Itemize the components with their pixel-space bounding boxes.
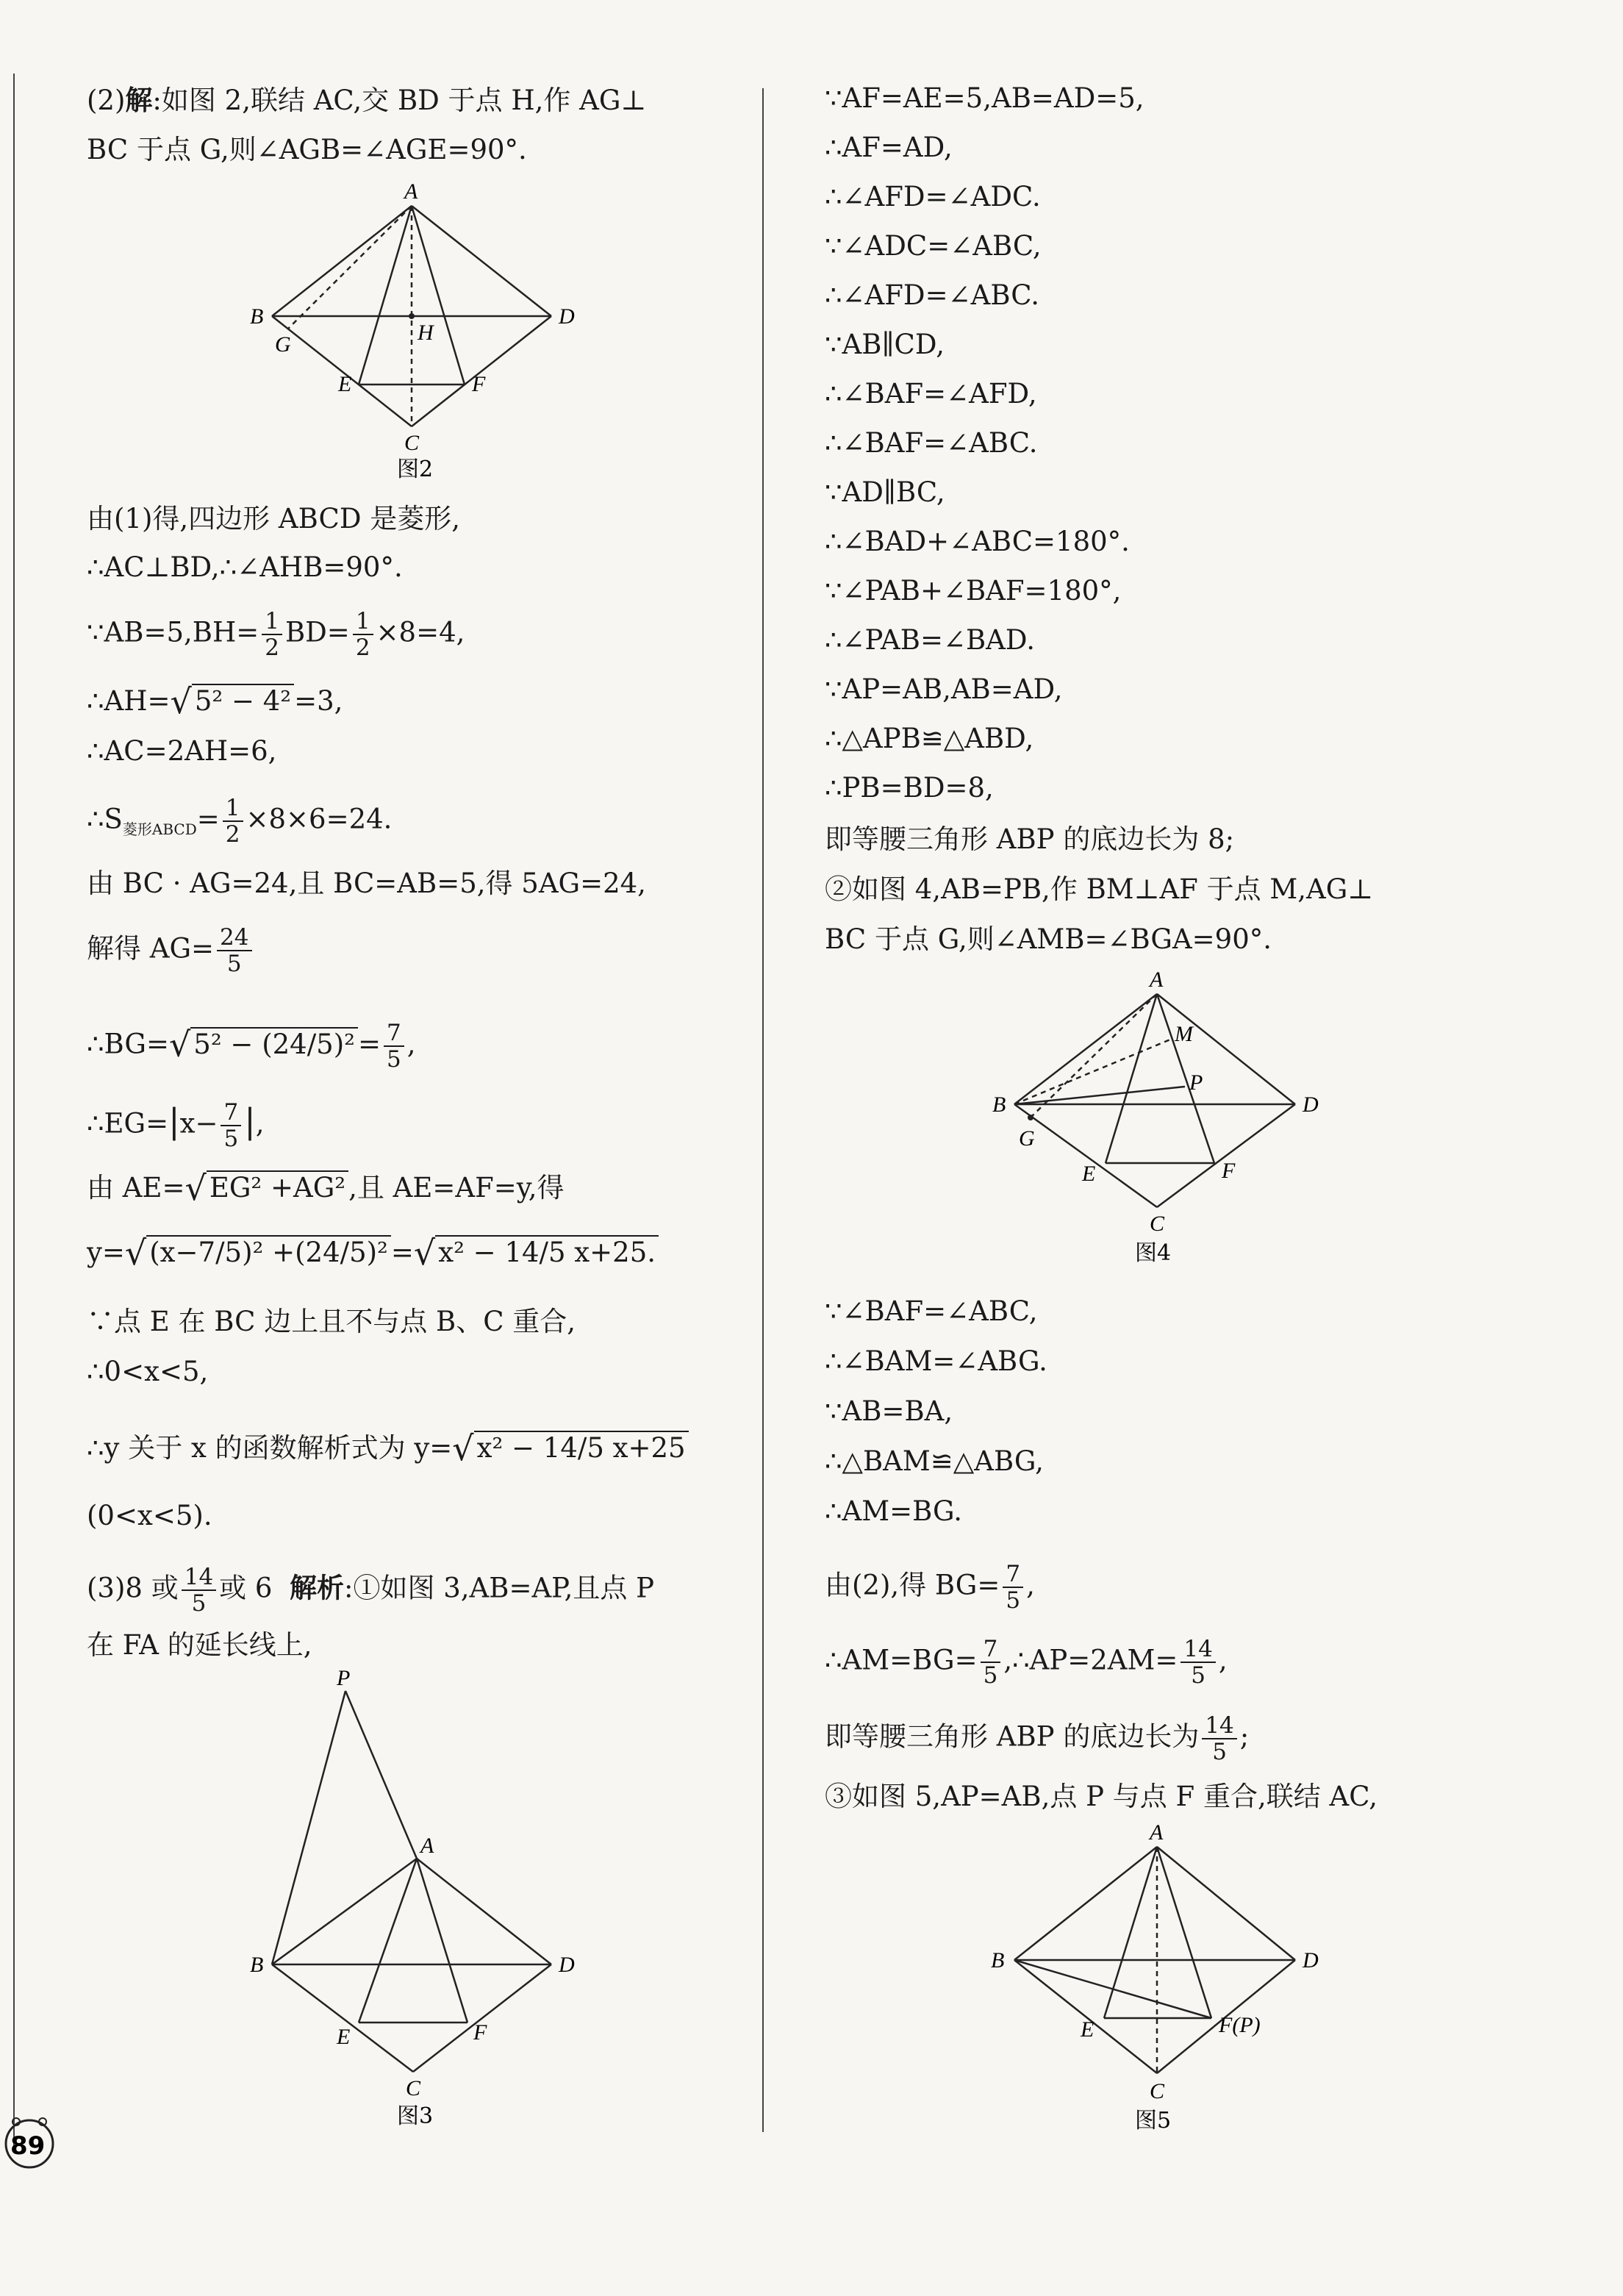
label-A: A xyxy=(420,1834,434,1858)
column-divider xyxy=(762,88,764,2132)
label-E: E xyxy=(1082,1162,1096,1186)
r-line-16: 即等腰三角形 ABP 的底边长为 8; xyxy=(825,823,1235,855)
line-ac: ∴AC=2AH=6, xyxy=(87,735,277,767)
r-line-15: ∴PB=BD=8, xyxy=(825,772,994,804)
figure-3-diagram xyxy=(250,1666,662,2147)
label-E: E xyxy=(1081,2017,1094,2042)
line-e-on-bc: ∵点 E 在 BC 边上且不与点 B、C 重合, xyxy=(87,1306,576,1337)
r-line-7: ∴∠BAF=∠AFD, xyxy=(825,378,1037,410)
r-line-24: 由(2),得 BG= $\frac{7}{5}$ , xyxy=(825,1561,1035,1614)
r-line-23: ∴AM=BG. xyxy=(825,1495,963,1527)
label-C: C xyxy=(1150,1212,1165,1236)
line-ag: 解得 AG= $\frac{24}{5}$ xyxy=(87,925,255,976)
fraction: $\frac{14}{5}$ xyxy=(1180,1637,1215,1688)
line-eg: ∴EG=|x− $\frac{7}{5}$ |, xyxy=(87,1099,265,1152)
page-number-icon xyxy=(0,2111,62,2173)
label-D: D xyxy=(1303,1092,1319,1117)
left-margin-rule xyxy=(13,74,15,2147)
r-line-4: ∵∠ADC=∠ABC, xyxy=(825,230,1042,262)
fraction: $\frac{7}{5}$ xyxy=(1003,1562,1023,1613)
figure-5-caption: 图5 xyxy=(1135,2108,1172,2134)
r-line-3: ∴∠AFD=∠ADC. xyxy=(825,181,1041,212)
label-B: B xyxy=(250,304,264,329)
label-C: C xyxy=(406,2076,421,2100)
label-F: F xyxy=(1222,1159,1236,1183)
label-D: D xyxy=(559,304,575,329)
figure-2-caption: 图2 xyxy=(397,457,434,482)
r-line-27: ③如图 5,AP=AB,点 P 与点 F 重合,联结 AC, xyxy=(825,1781,1377,1812)
fraction: $\frac{14}{5}$ xyxy=(182,1564,216,1616)
label-H: H xyxy=(418,321,434,345)
r-line-14: ∴△APB≌△ABD, xyxy=(825,723,1034,754)
figure-4-caption: 图4 xyxy=(1135,1240,1172,1266)
label-A: A xyxy=(1150,968,1164,992)
label-P: P xyxy=(337,1666,351,1690)
r-line-18: BC 于点 G,则∠AMB=∠BGA=90°. xyxy=(825,923,1272,955)
figure-4-diagram xyxy=(986,963,1398,1272)
fraction: $\frac{7}{5}$ xyxy=(981,1637,1001,1688)
r-line-19: ∵∠BAF=∠ABC, xyxy=(825,1295,1038,1327)
line-ae: 由 AE=√ EG² +AG² ,且 AE=AF=y,得 xyxy=(87,1168,565,1208)
fraction: $\frac{1}{2}$ xyxy=(223,795,243,847)
line-part3: (3)8 或 $\frac{14}{5}$ 或 6 解析:①如图 3,AB=AP,且点 P xyxy=(87,1564,654,1617)
line-y-expression: y=√ (x−7/5)² +(24/5)² =√ x² − 14/5 x+25. xyxy=(87,1235,659,1270)
figure-4 xyxy=(986,963,1398,1272)
label-E: E xyxy=(337,2025,351,2049)
line-area: $\therefore S_{菱形ABCD}=$ $\frac{1}{2}$ ×8×6=24. xyxy=(87,795,393,848)
fraction: $\frac{14}{5}$ xyxy=(1202,1713,1236,1764)
r-line-22: ∴△BAM≌△ABG, xyxy=(825,1445,1044,1477)
r-line-25: ∴AM=BG= $\frac{7}{5}$ ,∴AP=2AM= $\frac{14}{5}$ , xyxy=(825,1636,1228,1689)
label-G: G xyxy=(275,332,291,357)
figure-5-diagram xyxy=(986,1816,1413,2139)
line-extension: 在 FA 的延长线上, xyxy=(87,1629,312,1661)
label-E: E xyxy=(338,372,352,396)
label-C: C xyxy=(1150,2079,1165,2103)
page-number-badge xyxy=(0,2111,62,2173)
intro-line-1: (2)解:如图 2,联结 AC,交 BD 于点 H,作 AG⊥ xyxy=(87,84,647,116)
fraction: $\frac{1}{2}$ xyxy=(353,609,373,660)
label-F: F xyxy=(473,2020,487,2045)
line-ac-perp-bd: ∴AC⊥BD,∴∠AHB=90°. xyxy=(87,551,403,583)
r-line-20: ∴∠BAM=∠ABG. xyxy=(825,1345,1047,1377)
line-bh: ∵AB=5,BH= $\frac{1}{2}$ BD= $\frac{1}{2}$ ×8=4, xyxy=(87,608,465,661)
r-line-1: ∵AF=AE=5,AB=AD=5, xyxy=(825,82,1144,114)
fraction: $\frac{7}{5}$ xyxy=(384,1020,404,1072)
label-FP: F(P) xyxy=(1219,2013,1261,2037)
figure-3-caption: 图3 xyxy=(397,2103,434,2129)
r-line-13: ∵AP=AB,AB=AD, xyxy=(825,673,1063,705)
fraction: $\frac{1}{2}$ xyxy=(262,609,282,660)
r-line-21: ∵AB=BA, xyxy=(825,1395,953,1427)
r-line-9: ∵AD∥BC, xyxy=(825,476,945,508)
r-line-17: ②如图 4,AB=PB,作 BM⊥AF 于点 M,AG⊥ xyxy=(825,873,1374,905)
line-rhombus: 由(1)得,四边形 ABCD 是菱形, xyxy=(87,503,461,534)
label-F: F xyxy=(472,372,486,396)
label-D: D xyxy=(559,1953,575,1977)
label-P: P xyxy=(1189,1070,1203,1095)
r-line-8: ∴∠BAF=∠ABC. xyxy=(825,427,1038,459)
figure-5 xyxy=(986,1816,1413,2139)
figure-2 xyxy=(250,176,676,482)
r-line-10: ∴∠BAD+∠ABC=180°. xyxy=(825,526,1130,557)
fraction: $\frac{7}{5}$ xyxy=(221,1100,241,1151)
label-G: G xyxy=(1019,1126,1035,1151)
intro-line-2: BC 于点 G,则∠AGB=∠AGE=90°. xyxy=(87,134,527,165)
label-D: D xyxy=(1303,1948,1319,1973)
label-B: B xyxy=(250,1953,264,1977)
r-line-6: ∵AB∥CD, xyxy=(825,329,945,360)
fraction: $\frac{24}{5}$ xyxy=(217,925,251,976)
r-line-12: ∴∠PAB=∠BAD. xyxy=(825,624,1035,656)
label-B: B xyxy=(992,1092,1006,1117)
r-line-5: ∴∠AFD=∠ABC. xyxy=(825,279,1039,311)
r-line-26: 即等腰三角形 ABP 的底边长为 $\frac{14}{5}$ ; xyxy=(825,1712,1250,1765)
r-line-11: ∵∠PAB+∠BAF=180°, xyxy=(825,575,1122,607)
line-function: ∴y 关于 x 的函数解析式为 y=√ x² − 14/5 x+25 xyxy=(87,1431,689,1466)
figure-2-diagram xyxy=(250,176,676,482)
line-domain: (0<x<5). xyxy=(87,1500,212,1531)
page-number: 89 xyxy=(10,2131,46,2161)
label-B: B xyxy=(991,1948,1005,1973)
label-A: A xyxy=(1150,1820,1164,1845)
label-C: C xyxy=(404,431,420,455)
line-x-range: ∴0<x<5, xyxy=(87,1356,209,1387)
line-ah: ∴AH=√ 5² − 4² =3, xyxy=(87,682,343,721)
figure-3 xyxy=(250,1666,662,2147)
line-bg: ∴BG=√ 5² − (24/5)² = $\frac{7}{5}$ , xyxy=(87,1020,416,1073)
r-line-2: ∴AF=AD, xyxy=(825,132,953,163)
label-M: M xyxy=(1175,1022,1193,1046)
line-bc-ag: 由 BC · AG=24,且 BC=AB=5,得 5AG=24, xyxy=(87,868,646,899)
label-A: A xyxy=(404,179,418,204)
